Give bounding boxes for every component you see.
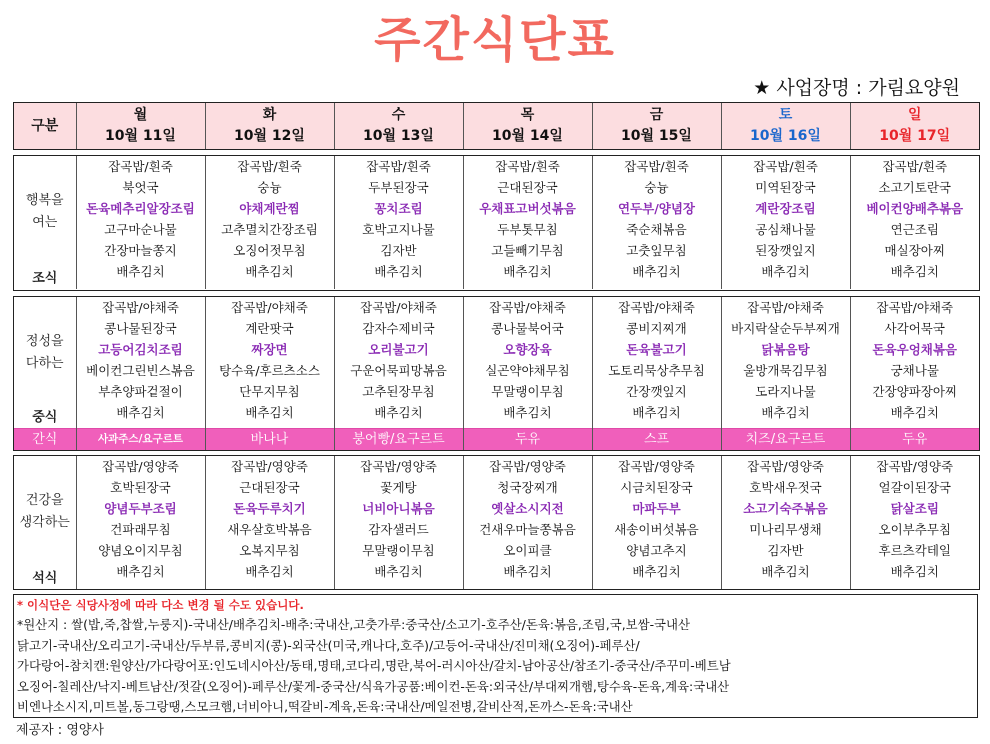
menu-item: 배추김치 [116, 564, 165, 579]
menu-item: 잡곡밥/야채죽 [876, 300, 954, 315]
snack-label: 간식 [14, 429, 76, 451]
menu-item: 간장양파장아찌 [872, 384, 958, 399]
menu-item: 매실장아찌 [884, 243, 945, 258]
meal-label-line: 건강을 [25, 493, 64, 508]
main-dish: 닭살조림 [890, 501, 939, 516]
menu-item: 시금치된장국 [620, 480, 693, 495]
menu-item: 잡곡밥/흰죽 [237, 159, 302, 174]
origin-line: 닭고기-국내산/오리고기-국내산/두부류,콩비지(콩)-외국산(미국,캐나다,호주)/고등어-국내산/진미채(오징어)-페루산/ [17, 637, 640, 653]
day-date: 10월 17일 [879, 128, 951, 144]
menu-item: 배추김치 [245, 564, 294, 579]
main-dish: 돈육두루치기 [233, 501, 306, 516]
change-warning: * 이식단은 식당사정에 따라 다소 변경 될 수도 있습니다. [17, 598, 304, 612]
menu-item: 간장마늘쫑지 [104, 243, 177, 258]
menu-item: 근대된장국 [497, 180, 558, 195]
menu-item: 건새우마늘쫑볶음 [479, 522, 576, 537]
menu-item: 바지락살순두부찌개 [731, 321, 840, 336]
day-date: 10월 12일 [234, 128, 305, 144]
main-dish: 돈육우엉채볶음 [872, 342, 958, 357]
meal-label-line: 다하는 [25, 356, 64, 371]
day-date: 10월 13일 [363, 128, 434, 144]
menu-item: 오이부추무침 [878, 522, 951, 537]
day-header-table [13, 102, 980, 150]
meal-label-name: 중식 [32, 410, 58, 425]
origin-line: 가다랑어-참치캔:원양산/가다랑어포:인도네시아산/동태,명태,코다리,명란,북어-러시아산/갈치-남아공산/참조기-중국산/주꾸미-베트남 [17, 658, 731, 674]
menu-item: 배추김치 [890, 264, 939, 279]
menu-item: 무말랭이무침 [362, 543, 435, 558]
menu-item: 김자반 [380, 243, 417, 258]
day-name: 일 [907, 107, 922, 123]
menu-cell [850, 297, 979, 429]
menu-cell [205, 456, 334, 589]
main-dish: 옛살소시지전 [491, 501, 564, 516]
menu-item: 숭늉 [257, 180, 282, 195]
origin-line: 오징어-칠레산/낙지-베트남산/젓갈(오징어)-페루산/꽃게-중국산/식육가공품:베이컨-돈육:외국산/부대찌개햄,탕수육-돈육,계육:국내산 [17, 678, 730, 694]
menu-item: 배추김치 [761, 564, 810, 579]
day-header-sunday [850, 103, 979, 149]
snack-item: 바나나 [205, 429, 334, 451]
main-dish: 오리불고기 [368, 342, 429, 357]
menu-item: 탕수육/후르츠소스 [219, 363, 320, 378]
snack-item: 치즈/요구르트 [721, 429, 850, 451]
meal-label-name: 조식 [32, 271, 58, 286]
menu-item: 연근조림 [890, 222, 939, 237]
menu-item: 잡곡밥/흰죽 [108, 159, 173, 174]
menu-item: 두부된장국 [368, 180, 429, 195]
day-header [205, 103, 334, 149]
menu-item: 도라지나물 [755, 384, 816, 399]
menu-item: 잡곡밥/야채죽 [102, 300, 179, 315]
menu-item: 배추김치 [890, 564, 939, 579]
menu-item: 잡곡밥/야채죽 [747, 300, 824, 315]
page-title: 주간식단표 [374, 12, 616, 68]
snack-item: 붕어빵/요구르트 [334, 429, 463, 451]
main-dish: 고등어김치조림 [98, 342, 183, 357]
menu-item: 단무지무침 [239, 384, 300, 399]
menu-cell [76, 456, 205, 589]
menu-item: 잡곡밥/야채죽 [360, 300, 437, 315]
menu-item: 배추김치 [890, 405, 939, 420]
lunch-section [13, 296, 980, 451]
menu-item: 배추김치 [503, 564, 552, 579]
menu-item: 배추김치 [503, 405, 552, 420]
menu-item: 배추김치 [116, 405, 165, 420]
menu-item: 오징어젓무침 [233, 243, 306, 258]
menu-item: 배추김치 [632, 564, 681, 579]
meal-label-name: 석식 [32, 571, 58, 586]
menu-item: 배추김치 [374, 405, 423, 420]
day-name: 토 [778, 107, 793, 123]
menu-item: 새우살호박볶음 [227, 522, 312, 537]
menu-cell [592, 456, 721, 589]
main-dish: 양념두부조림 [104, 501, 177, 516]
menu-item: 잡곡밥/영양죽 [747, 459, 824, 474]
main-dish: 소고기숙주볶음 [743, 501, 828, 516]
snack-row [14, 429, 979, 451]
menu-item: 양념고추지 [626, 543, 687, 558]
menu-item: 배추김치 [245, 405, 294, 420]
menu-item: 도토리묵상추무침 [608, 363, 705, 378]
menu-item: 새송이버섯볶음 [614, 522, 699, 537]
menu-item: 계란팟국 [245, 321, 294, 336]
menu-item: 오복지무침 [239, 543, 300, 558]
menu-cell [334, 456, 463, 589]
day-name: 월 [133, 107, 148, 123]
snack-item: 사과주스/요구르트 [76, 429, 205, 451]
menu-item: 잡곡밥/흰죽 [495, 159, 560, 174]
day-header [592, 103, 721, 149]
day-name: 수 [391, 107, 406, 123]
menu-cell [721, 456, 850, 589]
day-date: 10월 11일 [105, 128, 176, 144]
menu-item: 잡곡밥/영양죽 [231, 459, 308, 474]
menu-item: 호박새우젓국 [749, 480, 822, 495]
menu-cell [463, 156, 592, 289]
menu-item: 양념오이지무침 [98, 543, 183, 558]
main-dish: 돈육불고기 [626, 342, 687, 357]
menu-item: 배추김치 [245, 264, 294, 279]
meal-label [14, 456, 76, 589]
day-name: 목 [520, 107, 535, 123]
menu-cell [463, 297, 592, 429]
menu-item: 된장깻잎지 [755, 243, 816, 258]
menu-cell [463, 456, 592, 589]
menu-item: 잡곡밥/흰죽 [753, 159, 818, 174]
menu-item: 베이컨그린빈스볶음 [86, 363, 195, 378]
menu-item: 잡곡밥/영양죽 [618, 459, 695, 474]
menu-item: 사각어묵국 [884, 321, 945, 336]
menu-item: 무말랭이무침 [491, 384, 564, 399]
menu-item: 건파래무침 [110, 522, 171, 537]
menu-item: 배추김치 [761, 405, 810, 420]
main-dish: 닭볶음탕 [761, 342, 810, 357]
origin-line: *원산지 : 쌀(밥,죽,찹쌀,누룽지)-국내산/배추김치-배추:국내산,고춧가루:중국산/소고기-호주산/돈육:볶음,조림,국,보쌈-국내산 [17, 617, 690, 633]
snack-item: 두유 [850, 429, 979, 451]
meal-label-line: 행복을 [25, 193, 64, 208]
menu-item: 호박고지나물 [362, 222, 435, 237]
day-name: 화 [262, 107, 277, 123]
main-dish: 오향장육 [503, 342, 552, 357]
menu-item: 배추김치 [374, 564, 423, 579]
menu-cell [334, 156, 463, 289]
menu-cell [205, 156, 334, 289]
menu-item: 고추된장무침 [362, 384, 435, 399]
main-dish: 마파두부 [632, 501, 681, 516]
menu-item: 잡곡밥/흰죽 [882, 159, 948, 174]
menu-item: 얼갈이된장국 [878, 480, 951, 495]
menu-item: 오이피클 [503, 543, 552, 558]
menu-item: 배추김치 [503, 264, 552, 279]
main-dish: 꽁치조림 [374, 201, 423, 216]
main-dish: 야채계란찜 [239, 201, 300, 216]
menu-item: 배추김치 [116, 264, 165, 279]
menu-item: 콩나물북어국 [491, 321, 564, 336]
provider-label: 제공자 : 영양사 [16, 723, 104, 738]
menu-item: 김자반 [767, 543, 804, 558]
menu-item: 감자수제비국 [362, 321, 435, 336]
day-name: 금 [649, 107, 664, 123]
menu-item: 콩비지찌개 [626, 321, 687, 336]
menu-cell [334, 297, 463, 429]
day-date: 10월 15일 [621, 128, 692, 144]
day-header [463, 103, 592, 149]
meal-label [14, 297, 76, 429]
menu-item: 잡곡밥/야채죽 [618, 300, 695, 315]
menu-cell [76, 156, 205, 289]
menu-item: 잡곡밥/흰죽 [366, 159, 431, 174]
main-dish: 베이컨양배추볶음 [866, 201, 964, 216]
main-dish: 너비아니볶음 [362, 501, 435, 516]
menu-cell [592, 297, 721, 429]
menu-item: 고구마순나물 [104, 222, 177, 237]
menu-cell [721, 297, 850, 429]
notes-box [13, 594, 978, 718]
menu-cell [721, 156, 850, 289]
menu-cell [205, 297, 334, 429]
menu-item: 공심채나물 [755, 222, 816, 237]
day-header [76, 103, 205, 149]
meal-label-line: 생각하는 [19, 515, 70, 530]
menu-item: 호박된장국 [110, 480, 171, 495]
menu-cell [850, 456, 979, 589]
menu-item: 죽순채볶음 [626, 222, 687, 237]
menu-item: 잡곡밥/영양죽 [489, 459, 566, 474]
meal-label-line: 여는 [32, 215, 58, 230]
menu-item: 배추김치 [761, 264, 810, 279]
menu-item: 소고기토란국 [878, 180, 951, 195]
menu-item: 배추김치 [632, 264, 681, 279]
main-dish: 연두부/양념장 [617, 201, 696, 216]
meal-label-line: 정성을 [25, 334, 64, 349]
menu-item: 미나리무생채 [749, 522, 822, 537]
category-label: 구분 [14, 103, 76, 149]
main-dish: 짜장면 [251, 342, 288, 357]
main-dish: 우채표고버섯볶음 [479, 201, 576, 216]
main-dish: 돈육메추리알장조림 [86, 201, 195, 216]
menu-item: 잡곡밥/흰죽 [624, 159, 689, 174]
menu-item: 간장깻잎지 [626, 384, 687, 399]
day-date: 10월 16일 [750, 128, 821, 144]
menu-item: 잡곡밥/영양죽 [360, 459, 437, 474]
menu-item: 미역된장국 [755, 180, 816, 195]
menu-item: 궁채나물 [890, 363, 939, 378]
breakfast-section [13, 155, 980, 291]
snack-item: 스프 [592, 429, 721, 451]
menu-item: 콩나물된장국 [104, 321, 177, 336]
menu-cell [76, 297, 205, 429]
menu-cell [592, 156, 721, 289]
menu-item: 두부톳무침 [497, 222, 558, 237]
menu-item: 북엇국 [122, 180, 159, 195]
menu-item: 구운어묵피망볶음 [350, 363, 447, 378]
snack-item: 두유 [463, 429, 592, 451]
main-dish: 계란장조림 [755, 201, 816, 216]
menu-item: 잡곡밥/영양죽 [102, 459, 179, 474]
dinner-section [13, 455, 980, 590]
menu-item: 울방개묵김무침 [743, 363, 828, 378]
day-header [334, 103, 463, 149]
day-date: 10월 14일 [492, 128, 563, 144]
origin-line: 비엔나소시지,미트볼,동그랑땡,스모크햄,너비아니,떡갈비-계육,돈육:국내산/메일전병,갈비산적,돈까스-돈육:국내산 [17, 699, 633, 715]
menu-item: 부추양파겉절이 [98, 384, 183, 399]
menu-item: 꽃게탕 [380, 480, 417, 495]
menu-item: 잡곡밥/야채죽 [489, 300, 566, 315]
menu-item: 배추김치 [374, 264, 423, 279]
menu-item: 청국장찌개 [497, 480, 558, 495]
menu-item: 고들빼기무침 [491, 243, 564, 258]
menu-item: 감자샐러드 [368, 522, 429, 537]
menu-item: 고추멸치간장조림 [221, 222, 318, 237]
menu-item: 실곤약야채무침 [485, 363, 570, 378]
menu-item: 고춧잎무침 [626, 243, 687, 258]
menu-item: 배추김치 [632, 405, 681, 420]
menu-cell [850, 156, 979, 289]
meal-label [14, 156, 76, 289]
menu-item: 잡곡밥/야채죽 [231, 300, 308, 315]
menu-item: 숭늉 [644, 180, 669, 195]
menu-item: 근대된장국 [239, 480, 300, 495]
facility-name: ★ 사업장명 : 가림요양원 [753, 77, 960, 99]
menu-item: 후르츠칵테일 [878, 543, 951, 558]
day-header-saturday [721, 103, 850, 149]
menu-item: 잡곡밥/영양죽 [876, 459, 954, 474]
